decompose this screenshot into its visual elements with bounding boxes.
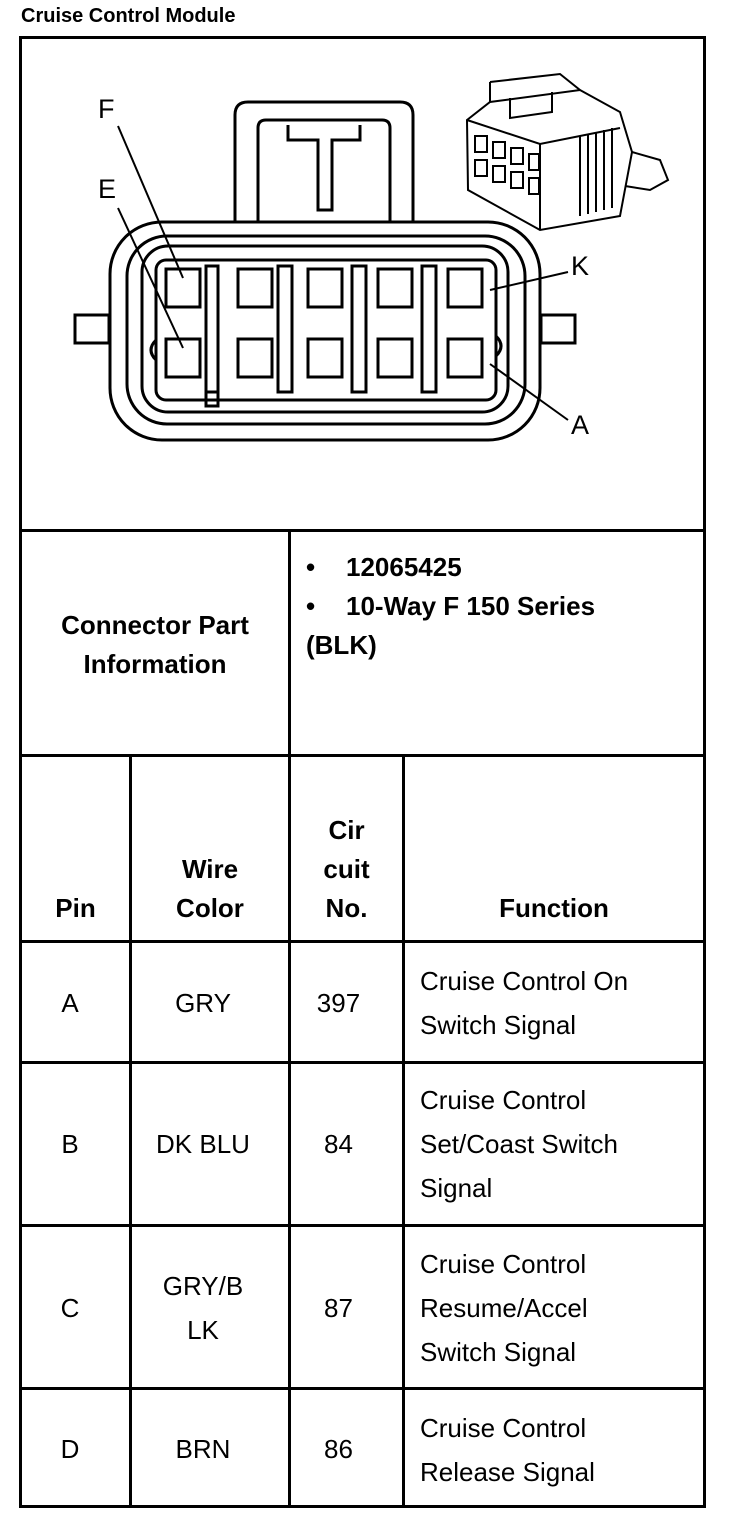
wire-color-line: GRY [175, 988, 231, 1018]
row-divider [19, 1224, 706, 1227]
connector-series: 10-Way F 150 Series [346, 591, 596, 621]
row-divider [19, 1387, 706, 1390]
function-line: Signal [420, 1173, 493, 1203]
bullet-icon: • [306, 591, 316, 621]
connector-info-label [22, 606, 288, 684]
function-line: Resume/Accel [420, 1293, 588, 1323]
wire-color-cell [132, 1124, 274, 1164]
circuit-cell: 397 [316, 988, 361, 1018]
pin-cell: A [61, 988, 79, 1018]
info-divider [288, 529, 291, 757]
function-line: Cruise Control [420, 1413, 587, 1443]
connector-diagram [20, 40, 704, 528]
header-wire-color [132, 850, 288, 928]
table-col-divider-3 [402, 757, 405, 1508]
function-cell [420, 1078, 618, 1210]
wire-color-cell [132, 1264, 274, 1352]
diagram-bottom-border [19, 529, 706, 532]
function-line: Cruise Control [420, 1085, 587, 1115]
header-function-text: Function [499, 893, 609, 923]
header-wire-color-line1: Wire [181, 854, 239, 884]
wire-color-line: GRY/B [162, 1271, 244, 1301]
function-cell [420, 959, 628, 1047]
connector-info-item [306, 548, 595, 587]
connector-info-label-line1: Connector Part [61, 610, 249, 640]
wire-color-line: DK BLU [156, 1129, 250, 1159]
pin-label-k: K [571, 251, 590, 281]
function-cell [420, 1242, 588, 1374]
function-line: Cruise Control [420, 1249, 587, 1279]
connector-info-item [306, 587, 595, 626]
circuit-cell: 86 [324, 1434, 353, 1464]
pin-cell: C [60, 1293, 80, 1323]
pin-cell: D [60, 1434, 80, 1464]
function-line: Switch Signal [420, 1010, 577, 1040]
header-pin [22, 889, 129, 928]
function-line: Set/Coast Switch [420, 1129, 618, 1159]
pin-cell: B [61, 1129, 79, 1159]
function-line: Release Signal [420, 1457, 595, 1487]
wire-color-cell [132, 1429, 274, 1469]
pin-label-a: A [571, 410, 590, 440]
header-pin-text: Pin [55, 893, 96, 923]
header-circuit-line1: Cir [328, 815, 365, 845]
function-line: Cruise Control On [420, 966, 629, 996]
header-circuit [291, 811, 402, 928]
table-bottom-border [19, 1505, 706, 1508]
function-line: Switch Signal [420, 1337, 577, 1367]
circuit-cell: 84 [324, 1129, 353, 1159]
function-cell [420, 1406, 595, 1494]
header-function [405, 889, 703, 928]
info-bottom-border [19, 754, 706, 757]
connector-info-list [306, 548, 595, 665]
wire-color-line: LK [187, 1315, 219, 1345]
circuit-cell: 87 [324, 1293, 353, 1323]
connector-3d-illustration [467, 74, 668, 230]
wire-color-line: BRN [175, 1434, 231, 1464]
header-wire-color-line2: Color [176, 893, 244, 923]
connector-info-label-line2: Information [83, 649, 227, 679]
bullet-icon: • [306, 552, 316, 582]
part-number: 12065425 [346, 552, 462, 582]
pin-label-e: E [98, 174, 117, 204]
page-title: Cruise Control Module [21, 5, 236, 27]
header-bottom-border [19, 940, 706, 943]
pin-label-f: F [98, 94, 115, 124]
wire-color-cell [132, 983, 274, 1023]
frame-top-border [19, 36, 706, 39]
row-divider [19, 1061, 706, 1064]
header-circuit-line3: No. [325, 893, 368, 923]
header-circuit-line2: cuit [323, 854, 370, 884]
connector-color: (BLK) [306, 630, 377, 660]
